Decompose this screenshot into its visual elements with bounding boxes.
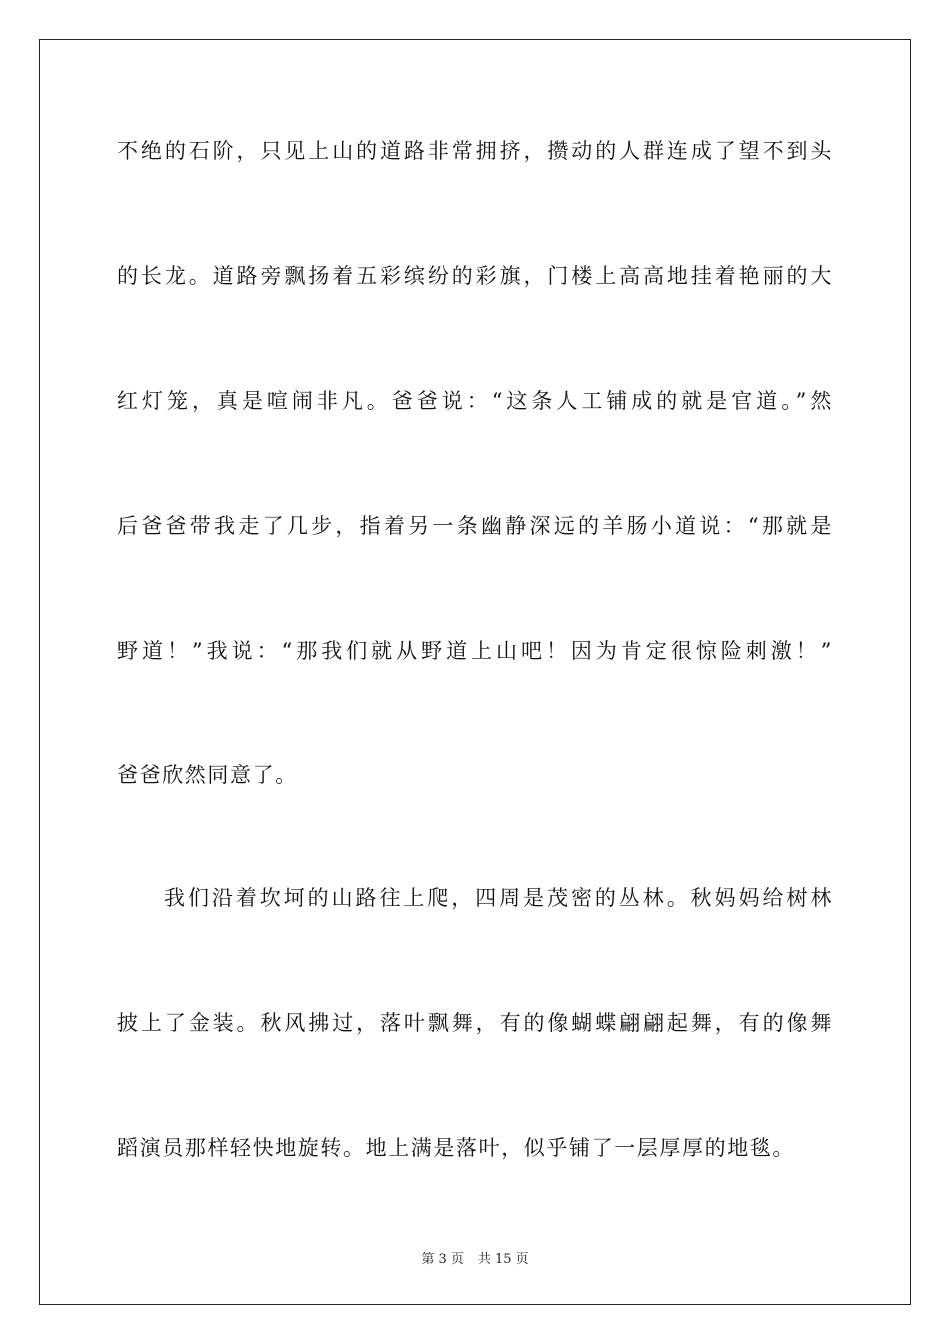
page-footer [0, 1248, 950, 1267]
page-number: 第 3 页 [421, 1252, 464, 1267]
page-border [39, 39, 911, 1305]
text-line: 蹈演员那样轻快地旋转。地上满是落叶，似乎铺了一层厚厚的地毯。 [117, 1136, 795, 1160]
text-line: 披上了金装。秋风拂过，落叶飘舞，有的像蝴蝶翩翩起舞，有的像舞 [117, 1011, 833, 1035]
text-line: 野道！”我说：“那我们就从野道上山吧！因为肯定很惊险刺激！” [117, 639, 833, 663]
text-line: 不绝的石阶，只见上山的道路非常拥挤，攒动的人群连成了望不到头 [117, 139, 833, 163]
page-total: 共 15 页 [477, 1252, 529, 1267]
text-line: 爸爸欣然同意了。 [117, 763, 298, 787]
paragraph-first-line: 我们沿着坎坷的山路往上爬，四周是茂密的丛林。秋妈妈给树林 [164, 886, 833, 910]
text-line: 的长龙。道路旁飘扬着五彩缤纷的彩旗，门楼上高高地挂着艳丽的大 [117, 264, 833, 288]
text-line: 后爸爸带我走了几步，指着另一条幽静深远的羊肠小道说：“那就是 [117, 514, 833, 538]
text-line: 红灯笼，真是喧闹非凡。爸爸说：“这条人工铺成的就是官道。”然 [117, 389, 833, 413]
